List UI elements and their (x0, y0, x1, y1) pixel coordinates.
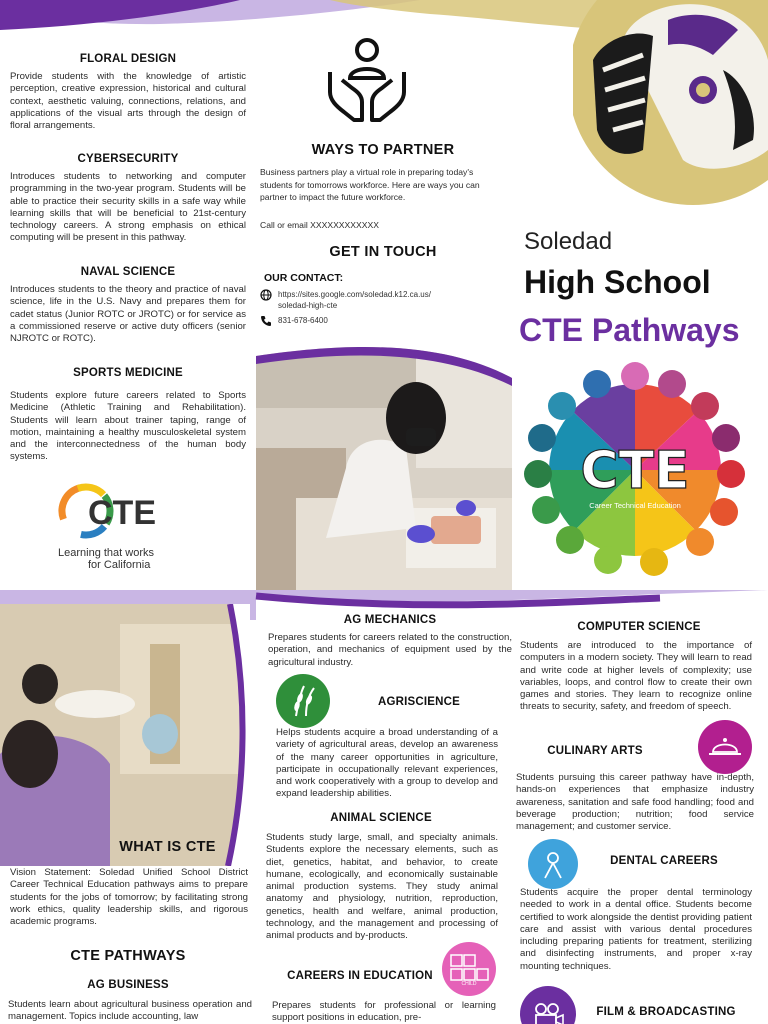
cover-school-type: High School (524, 264, 711, 300)
naval-science-text: Introduces students to the theory and practice of naval science, life in the U.S. Navy and prepares them for cadet status (Junior ROTC or JROTC) or for service as a commissioned reserve or active duty officers (senior NJROTC or ROTC). (10, 284, 246, 345)
students-lab-photo (0, 604, 250, 866)
child-blocks-icon (442, 942, 496, 996)
culinary-arts-heading: CULINARY ARTS (547, 745, 643, 757)
cte-pathways-heading: CTE PATHWAYS (70, 948, 186, 964)
ways-to-partner-text: Business partners play a virtual role in preparing today's students for tomorrows workforce. Here are ways you can partner to impact the future workforce. (260, 167, 480, 203)
phone-icon (260, 315, 272, 327)
film-broadcasting-heading: FILM & BROADCASTING (596, 1006, 736, 1018)
student-suturing-photo (256, 338, 512, 592)
sports-medicine-text: Students explore future careers related to Sports Medicine (Athletic Training and Rehabilitation). Students will learn about trainer taping, range of motion, maintaining a healthy musculoskeletal system and the interconnectedness of the human body systems. (10, 390, 246, 463)
ag-mechanics-text: Prepares students for careers related to the construction, operation, and mechanics of equipment used by the agricultural industry. (268, 632, 512, 668)
floral-design-text: Provide students with the knowledge of artistic perception, creative expression, historical and cultural context, aesthetic valuing, connections, relations, and applications of the visual arts through the design of floral arrangements. (10, 71, 246, 132)
animal-science-heading: ANIMAL SCIENCE (330, 812, 432, 824)
contact-website-row (260, 289, 460, 311)
mascot-seal (573, 0, 768, 212)
cybersecurity-text: Introduces students to networking and computer programming in the two-year program. Students will be able to practice their security skills in a safe way while learning skills that will be beneficial to 21st-century technology careers. A strong emphasis on ethical computing will be present in this pathway. (10, 171, 246, 244)
ag-business-text: Students learn about agricultural business operation and management. Topics include accounting, law (8, 999, 252, 1023)
serving-tray-icon (698, 720, 752, 774)
ag-mechanics-heading: AG MECHANICS (343, 614, 437, 626)
cover-title: CTE Pathways (519, 312, 740, 348)
cte-logo-tagline-1: Learning that works (58, 547, 154, 559)
cte-logo-mark (56, 482, 176, 540)
cte-california-logo (56, 482, 176, 572)
sports-medicine-heading: SPORTS MEDICINE (73, 367, 183, 379)
dental-careers-text: Students acquire the proper dental terminology needed to work in a dental office. Students become certified to work alongside the dentist providing patient care and assist with various dental procedures including preparing patients for treatment, sterilizing and disinfecting instruments, and proper x-ray mounting techniques. (520, 887, 752, 972)
contact-website-link[interactable]: https://sites.google.com/soledad.k12.ca.us/ soledad-high-cte (278, 290, 431, 310)
wheel-title: CTE (580, 441, 690, 501)
get-in-touch-heading: GET IN TOUCH (329, 244, 437, 260)
computer-science-heading: COMPUTER SCIENCE (577, 621, 701, 633)
agriscience-heading: AGRISCIENCE (377, 696, 461, 708)
cte-logo-tagline-2: for California (88, 559, 151, 571)
ways-to-partner-heading: WAYS TO PARTNER (311, 142, 455, 158)
dental-careers-heading: DENTAL CAREERS (610, 855, 718, 867)
partnership-hands-icon (322, 30, 412, 125)
globe-icon (260, 289, 272, 301)
film-camera-icon (520, 986, 576, 1024)
cte-pathways-wheel (520, 360, 750, 580)
contact-phone-row (260, 315, 328, 327)
wheel-subtitle: Career Technical Education (589, 501, 681, 510)
agriscience-text: Helps students acquire a broad understanding of a variety of agricultural areas, develop an awareness of the many career opportunities in agriculture, participate in occupationally relevant experiences, and work cooperatively with a group to develop and expand leadership abilities. (276, 727, 498, 800)
dental-tools-icon (528, 839, 578, 889)
what-is-cte-text: Vision Statement: Soledad Unified School District Career Technical Education pathways aims to prepare students for the jobs of tomorrow; by facilitating strong work ethics, quality leadership skills, and rigorous academic programs. (10, 867, 248, 928)
svg-text:CTE: CTE (88, 494, 156, 532)
our-contact-label: OUR CONTACT: (264, 272, 344, 284)
what-is-cte-heading: WHAT IS CTE (119, 839, 216, 855)
call-or-email-text: Call or email XXXXXXXXXXXX (260, 220, 379, 230)
culinary-arts-text: Students pursuing this career pathway have in-depth, hands-on experiences that emphasize industry awareness, sanitation and safe food handling; food and beverage production; nutrition; food service management; and customer service. (516, 772, 754, 833)
wheat-icon (276, 674, 330, 728)
computer-science-text: Students are introduced to the importance of computers in a modern society. They will learn to read and write code at higher levels of complexity; use variables, loops, and control flow to create their own games and stories. They learn to recognize online threats to security, safety, and freedom of speech. (520, 640, 752, 713)
cybersecurity-heading: CYBERSECURITY (77, 153, 179, 165)
contact-phone-number[interactable]: 831-678-6400 (278, 316, 328, 325)
svg-text:CHILD: CHILD (461, 981, 477, 987)
careers-in-education-text: Prepares students for professional or learning support positions in education, pre- (272, 1000, 496, 1024)
floral-design-heading: FLORAL DESIGN (79, 53, 177, 65)
animal-science-text: Students study large, small, and specialty animals. Students explore the necessary elements, such as diet, genetics, habitat, and behavior, to create humane, ecologically, and economically sustainable animal production systems. They study animal anatomy and physiology, nutrition, reproduction, genetics, health and welfare, animal production, technology, and the management and processing of animal products and by-products. (266, 832, 498, 942)
naval-science-heading: NAVAL SCIENCE (80, 266, 176, 278)
careers-in-education-heading: CAREERS IN EDUCATION (287, 970, 433, 982)
cover-school-city: Soledad (524, 228, 613, 255)
ag-business-heading: AG BUSINESS (87, 979, 169, 991)
